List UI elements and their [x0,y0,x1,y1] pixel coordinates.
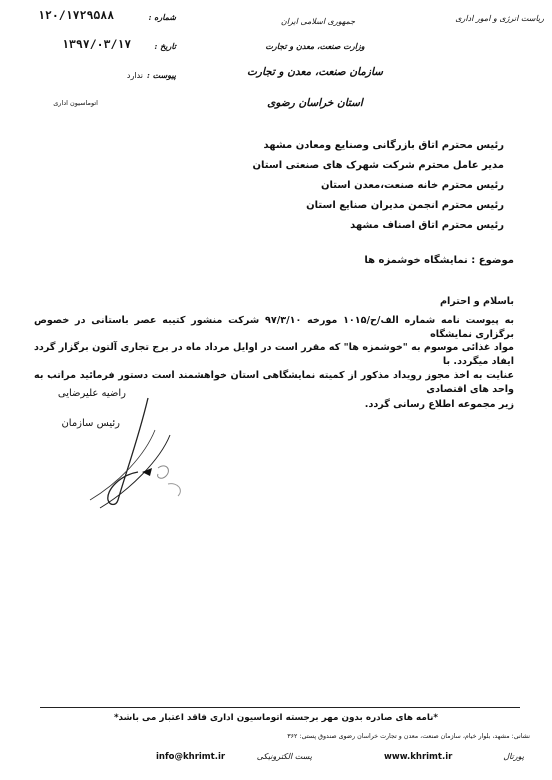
header-org-main: سازمان صنعت، معدن و تجارت [247,66,383,78]
recipient-line: رئیس محترم انجمن مدیران صنایع استان [306,200,504,211]
header-republic: جمهوری اسلامی ایران [280,17,356,26]
signature-title: رئیس سازمان [61,418,120,429]
body-line: زیر مجموعه اطلاع رسانی گردد. [364,399,514,410]
footer-website[interactable]: www.khrimt.ir [384,752,453,762]
number-label: شماره : [148,12,176,22]
footer-divider [40,707,520,708]
date-value: ۱۳۹۷/۰۳/۱۷ [62,37,132,51]
signature-block [30,380,200,520]
footer-notice: *نامه های صادره بدون مهر برجسته اتوماسیون اداری فاقد اعتبار می باشد* [113,713,439,723]
recipient-line: رئیس محترم اتاق اصناف مشهد [350,220,504,231]
footer-web-label: پورتال [503,752,524,761]
recipient-line: رئیس محترم اتاق بازرگانی وصنایع ومعادن مشهد [263,140,504,151]
header-org-left: ریاست انرژی و امور اداری [455,14,544,23]
handwritten-signature [30,380,200,520]
footer-address: نشانی: مشهد، بلوار خیام، سازمان صنعت، معدن و تجارت خراسان رضوی صندوق پستی: ۳۶۲ [287,733,530,740]
header-province: استان خراسان رضوی [267,97,363,109]
signature-name: راضیه علیرضایی [57,388,126,399]
recipient-line: رئیس محترم خانه صنعت،معدن استان [320,180,504,191]
attach-value: ندارد [126,71,143,80]
body-line: عنایت به اخذ مجوز رویداد مذکور از کمیته نمایشگاهی استان خواهشمند است دستور فرمائید مراتب به واحد های اقتصادی [34,370,514,395]
header-ministry: وزارت صنعت، معدن و تجارت [265,41,365,51]
footer-email-label: پست الکترونیکی [256,752,312,761]
recipient-line: مدیر عامل محترم شرکت شهرک های صنعتی استان [252,160,504,171]
greeting: باسلام و احترام [439,296,514,307]
date-label: تاریخ : [154,41,176,51]
footer-email[interactable]: info@khrimt.ir [156,752,226,762]
office-label: اتوماسیون اداری [53,99,98,107]
subject-line: موضوع : نمایشگاه خوشمزه ها [364,255,514,266]
attach-label: پیوست : [146,70,176,80]
body-line: به پیوست نامه شماره الف/ح/۱۰۱۵ مورخه ۹۷/۳/۱۰ شرکت منشور کتیبه عصر باستانی در خصوص برگزاری نمایشگاه [34,315,515,340]
number-value: ۱۲۰/۱۷۲۹۵۸۸ [38,8,115,22]
body-line: مواد غذائی موسوم به "خوشمزه ها" که مقرر است در اوایل مرداد ماه در برج تجاری آلتون برگزار گردد ایفاد میگردد. با [34,342,514,367]
